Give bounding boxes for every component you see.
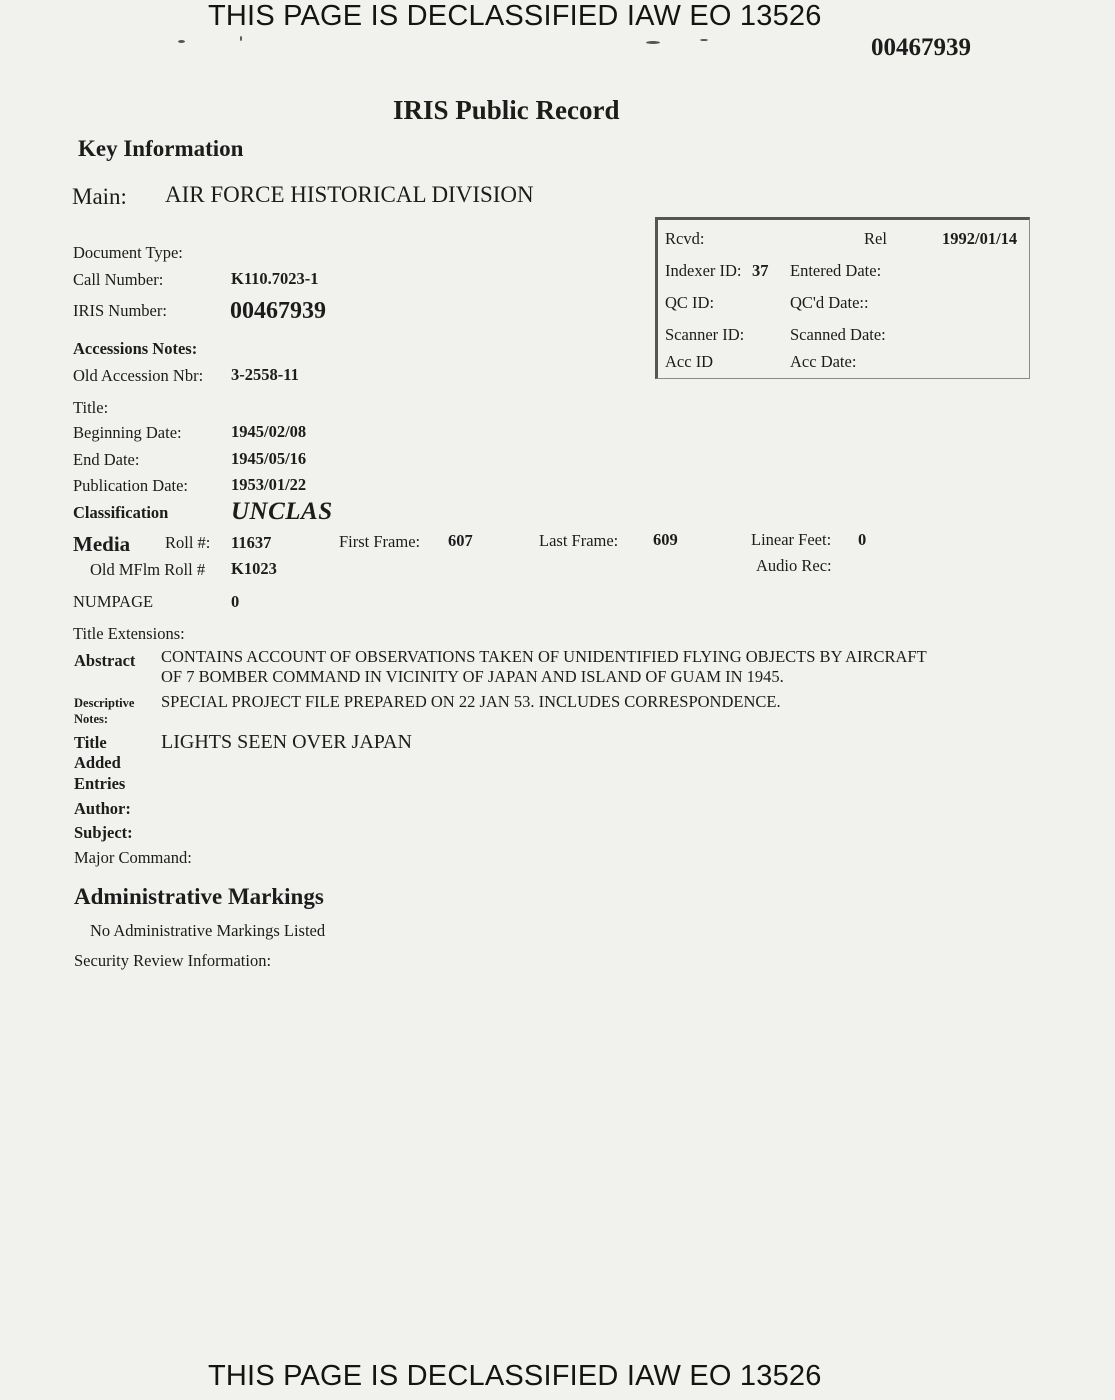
- rel-value: 1992/01/14: [942, 229, 1018, 248]
- document-type-label: Document Type:: [73, 243, 183, 262]
- indexer-id-value: 37: [752, 261, 769, 280]
- title-added-label-2: Added: [74, 753, 121, 772]
- first-frame-label: First Frame:: [339, 532, 421, 551]
- record-info-box: [655, 217, 1030, 379]
- numpage-value: 0: [231, 592, 240, 611]
- scanner-id-label: Scanner ID:: [665, 325, 745, 344]
- qc-id-label: QC ID:: [665, 293, 715, 312]
- title-added-label-1: Title: [74, 733, 107, 752]
- subject-label: Subject:: [74, 823, 133, 842]
- rcvd-label: Rcvd:: [665, 229, 705, 248]
- audio-rec-label: Audio Rec:: [756, 556, 832, 575]
- entered-date-label: Entered Date:: [790, 261, 882, 280]
- publication-date-value: 1953/01/22: [231, 475, 307, 494]
- document-id: 00467939: [871, 34, 971, 61]
- iris-number-label: IRIS Number:: [73, 301, 167, 320]
- title-extensions-label: Title Extensions:: [73, 624, 185, 643]
- rel-label: Rel: [864, 229, 887, 248]
- title-added-value: LIGHTS SEEN OVER JAPAN: [161, 731, 412, 753]
- descriptive-notes-value: SPECIAL PROJECT FILE PREPARED ON 22 JAN 53. INCLUDES CORRESPONDENCE.: [161, 692, 781, 711]
- author-label: Author:: [74, 799, 131, 818]
- declassified-banner-top: THIS PAGE IS DECLASSIFIED IAW EO 13526: [208, 0, 822, 32]
- abstract-label: Abstract: [74, 651, 136, 670]
- major-command-label: Major Command:: [74, 848, 192, 867]
- numpage-label: NUMPAGE: [73, 592, 154, 611]
- roll-number-value: 11637: [231, 533, 272, 552]
- beginning-date-label: Beginning Date:: [73, 423, 182, 442]
- scan-speck: [240, 36, 242, 41]
- title-added-label-3: Entries: [74, 774, 126, 793]
- classification-value: UNCLAS: [231, 498, 333, 525]
- descriptive-notes-label-1: Descriptive: [74, 696, 135, 710]
- security-review-label: Security Review Information:: [74, 951, 272, 970]
- indexer-id-label: Indexer ID:: [665, 261, 742, 280]
- acc-id-label: Acc ID: [665, 352, 714, 371]
- scan-speck: [178, 40, 185, 43]
- beginning-date-value: 1945/02/08: [231, 422, 307, 441]
- iris-number-value: 00467939: [230, 298, 326, 324]
- declassified-banner-bottom: THIS PAGE IS DECLASSIFIED IAW EO 13526: [208, 1360, 822, 1392]
- old-mflm-roll-value: K1023: [231, 559, 277, 578]
- classification-label: Classification: [73, 503, 169, 522]
- publication-date-label: Publication Date:: [73, 476, 189, 495]
- administrative-markings-heading: Administrative Markings: [74, 884, 324, 909]
- descriptive-notes-label-2: Notes:: [74, 712, 109, 726]
- media-label: Media: [73, 532, 131, 556]
- main-value: AIR FORCE HISTORICAL DIVISION: [165, 182, 534, 207]
- old-mflm-roll-label: Old MFlm Roll #: [90, 560, 206, 579]
- call-number-value: K110.7023-1: [231, 269, 319, 288]
- old-accession-label: Old Accession Nbr:: [73, 366, 204, 385]
- key-information-heading: Key Information: [78, 136, 244, 161]
- call-number-label: Call Number:: [73, 270, 164, 289]
- end-date-label: End Date:: [73, 450, 140, 469]
- last-frame-value: 609: [653, 530, 678, 549]
- abstract-line-1: CONTAINS ACCOUNT OF OBSERVATIONS TAKEN OF UNIDENTIFIED FLYING OBJECTS BY AIRCRAFT: [161, 647, 927, 666]
- acc-date-label: Acc Date:: [790, 352, 857, 371]
- old-accession-value: 3-2558-11: [231, 365, 299, 384]
- roll-number-label: Roll #:: [165, 533, 211, 552]
- first-frame-value: 607: [448, 531, 473, 550]
- scan-speck: [646, 41, 660, 44]
- accessions-notes-label: Accessions Notes:: [73, 339, 198, 358]
- scan-speck: [700, 39, 708, 41]
- linear-feet-value: 0: [858, 530, 867, 549]
- no-admin-markings-text: No Administrative Markings Listed: [90, 921, 326, 940]
- end-date-value: 1945/05/16: [231, 449, 307, 468]
- linear-feet-label: Linear Feet:: [751, 530, 832, 549]
- last-frame-label: Last Frame:: [539, 531, 619, 550]
- page-title: IRIS Public Record: [393, 95, 620, 125]
- abstract-line-2: OF 7 BOMBER COMMAND IN VICINITY OF JAPAN AND ISLAND OF GUAM IN 1945.: [161, 667, 784, 686]
- scanned-date-label: Scanned Date:: [790, 325, 886, 344]
- qcd-date-label: QC'd Date::: [790, 293, 869, 312]
- main-label: Main:: [72, 184, 127, 209]
- title-label: Title:: [73, 398, 109, 417]
